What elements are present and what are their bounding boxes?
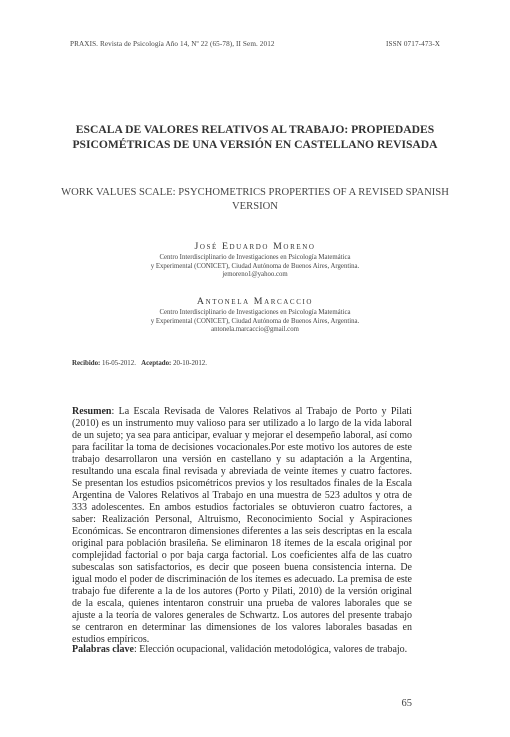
author-affiliation: y Experimental (CONICET), Ciudad Autónoma de Buenos Aires, Argentina.	[150, 262, 360, 270]
page-number: 65	[401, 698, 412, 709]
running-header	[70, 40, 440, 48]
author-affiliation: y Experimental (CONICET), Ciudad Autónoma de Buenos Aires, Argentina.	[150, 317, 360, 325]
author-email: antonela.marcaccio@gmail.com	[211, 326, 299, 334]
issn: ISSN 0717-473-X	[385, 40, 440, 48]
author-email: jemoreno1@yahoo.com	[222, 271, 288, 279]
author-block-1	[60, 241, 450, 280]
author-name: Antonela Marcaccio	[196, 296, 314, 307]
author-affiliation: Centro Interdisciplinario de Investigaciones en Psicología Matemática	[159, 254, 351, 261]
abstract	[72, 406, 412, 646]
received-date: 16-05-2012.	[100, 360, 136, 367]
accepted-label: Aceptado:	[141, 360, 172, 367]
author-affiliation: Centro Interdisciplinario de Investigaciones en Psicología Matemática	[159, 309, 351, 316]
keywords-text: : Elección ocupacional, validación metodológica, valores de trabajo.	[133, 644, 408, 655]
abstract-text: : La Escala Revisada de Valores Relativos al Trabajo de Porto y Pilati (2010) es un instrumento muy valioso para ser utilizado a lo largo de la vida laboral de un sujeto; ya sea para anticipar, evaluar y mejorar el desempeño laboral, así como para facilitar la toma de decisiones vocacionales.Por este motivo los autores de este trabajo desarrollaron una versión en castellano y su adaptación a la Argentina, resultando una escala final revisada y abreviada de veinte ítemes y cuatro factores. Se presentan los estudios psicométricos previos y los resultados finales de la Escala Argentina de Valores Relativos al Trabajo en una muestra de 523 adultos y otra de 333 adolescentes. En ambos estudios factoriales se obtuvieron cuatro factores, a saber: Realización Personal, Altruismo, Reconocimiento Social y Aspiraciones Económicas. Se encontraron dimensiones diferentes a las seis descriptas en la escala original para población brasileña. Se eliminaron 18 ítemes de la escala original por complejidad factorial o por baja carga factorial. Los coeficientes alfa de las cuatro subescalas son satisfactorios, es decir que poseen buena consistencia interna. De igual modo el poder de discriminación de los ítemes es adecuado. La premisa de este trabajo fue diferente a la de los autores (Porto y Pilati, 2010) de la versión original de la escala, quienes intentaron construir una prueba de valores laborales que se ajuste a la teoría de valores generales de Schwartz. Los autores del presente trabajo se centraron en determinar las dimensiones de los valores laborales basadas en estudios empíricos.	[72, 406, 412, 645]
received-label: Recibido:	[72, 360, 101, 367]
author-block-2	[60, 296, 450, 335]
accepted-date: 20-10-2012.	[171, 360, 207, 367]
submission-dates	[72, 360, 207, 367]
article-title-spanish: ESCALA DE VALORES RELATIVOS AL TRABAJO: PROPIEDADES PSICOMÉTRICAS DE UNA VERSIÓN EN CASTELLANO REVISADA	[72, 123, 438, 151]
abstract-label: Resumen	[72, 406, 112, 417]
keywords-label: Palabras clave	[72, 644, 134, 655]
article-title-english: WORK VALUES SCALE: PSYCHOMETRICS PROPERTIES OF A REVISED SPANISH VERSION	[61, 187, 449, 212]
journal-citation: PRAXIS. Revista de Psicología Año 14, Nº 22 (65-78), II Sem. 2012	[70, 40, 275, 48]
keywords	[72, 644, 412, 656]
author-name: José Eduardo Moreno	[194, 241, 316, 252]
